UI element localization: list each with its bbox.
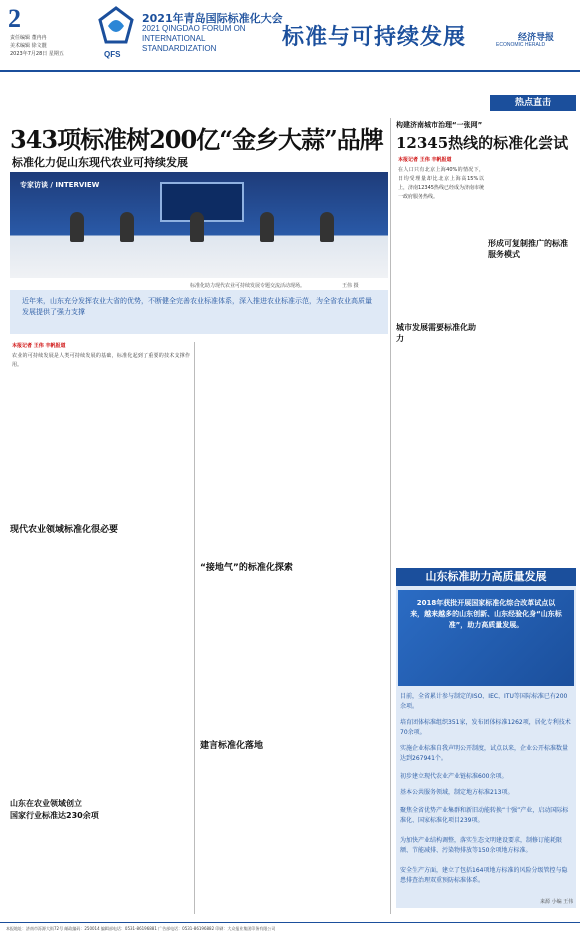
panel-item: 为加快产业结构调整，落实生态文明建设要求，制修订能耗限额、节能减排、污染物排放等150余项地方标准。 bbox=[400, 837, 563, 854]
photo-credit: 王伟 摄 bbox=[342, 283, 359, 289]
column-divider bbox=[194, 342, 195, 914]
column-divider bbox=[390, 118, 391, 914]
masthead-rule bbox=[0, 70, 580, 72]
panel-item: 培育团体标准组织351家，发布团体标准1262项，居化专利技术70余项。 bbox=[400, 719, 571, 736]
panel-item: 基本公共服务领域，制定地方标准213项。 bbox=[400, 789, 514, 796]
right-subhead: 形成可复制推广的标准服务模式 bbox=[488, 239, 568, 259]
sub-headline: 国家行业标准达230余项 bbox=[10, 811, 99, 820]
panel-image-text: 2018年获批开展国家标准化综合改革试点以来，越来越多的山东创新、山东经验化身“山东标准”，助力高质量发展。 bbox=[410, 599, 562, 629]
news-photo bbox=[10, 172, 388, 278]
lead-text: 近年来，山东充分发挥农业大省的优势，不断健全完善农业标准体系，深入推进农业标准示范，为全省农业高质量发展提供了强力支撑 bbox=[22, 297, 372, 316]
conference-title-cn: 2021年青岛国际标准化大会 bbox=[142, 12, 283, 25]
main-body-snippet: 农业的可持续发展是人类可持续发展的基础，标准化起到了重要的技术支撑作用。 bbox=[12, 353, 190, 368]
right-headline: 12345热线的标准化尝试 bbox=[396, 134, 569, 152]
page-number: 2 bbox=[8, 4, 21, 33]
right-subhead: 城市发展需要标准化助力 bbox=[396, 323, 476, 343]
sub-headline: “接地气”的标准化探索 bbox=[200, 563, 293, 573]
panel-title: 山东标准助力高质量发展 bbox=[396, 568, 576, 586]
sub-headline: 山东在农业领域创立 bbox=[10, 799, 82, 808]
panel-item: 安全生产方面，建立了包括164项地方标准的风险分级管控与隐患排查治理双重预防标准体系。 bbox=[400, 867, 568, 884]
panel-item: 目前，全省累计参与制定的ISO、IEC、ITU等国际标准已有200余项。 bbox=[400, 693, 568, 710]
main-subheadline: 标准化力促山东现代农业可持续发展 bbox=[12, 156, 188, 169]
right-kicker: 构建济南城市治理“一张网” bbox=[396, 121, 483, 129]
speaker-figure bbox=[260, 212, 274, 242]
issue-meta bbox=[10, 34, 90, 58]
speaker-figure bbox=[320, 212, 334, 242]
footer: 本报地址：济南市泺源大街72号 邮政编码：250014 编辑部电话：0531-86196881 广告部电话：0531-86196882 印刷：大众报业集团印务有限公司 bbox=[0, 922, 580, 936]
meta-line: 美术编辑 徐文靓 bbox=[10, 43, 47, 49]
speaker-figure bbox=[70, 212, 84, 242]
right-byline: 本报记者 王伟 丰帆报道 bbox=[398, 157, 452, 163]
meta-line: 责任编辑 董冉冉 bbox=[10, 35, 47, 41]
photo-caption: 标准化助力现代农业可持续发展专题交流活动现场。 bbox=[190, 283, 306, 289]
panel-item: 初步建立现代农业产业链标准600余项。 bbox=[400, 773, 508, 780]
speaker-figure bbox=[190, 212, 204, 242]
photo-banner: 专家访谈 / INTERVIEW bbox=[20, 181, 100, 189]
panel-item: 实施企业标准自我声明公开制度，试点以来，企业公开标准数量达到267941个。 bbox=[400, 745, 569, 762]
main-headline: 343项标准树200亿“金乡大蒜”品牌 bbox=[10, 125, 383, 154]
sub-headline: 现代农业领域标准化很必要 bbox=[10, 525, 119, 535]
conference-logo-icon bbox=[96, 6, 136, 48]
right-body-snippet: 在人口只有北京上海40%的情况下，日均受理量却比北京上海高15%以上，济南12345热线已经成为济南市统一政府服务热线。 bbox=[398, 167, 484, 200]
newspaper-name: 经济导报 bbox=[518, 33, 555, 43]
newspaper-name-en: ECONOMIC HERALD bbox=[496, 42, 546, 48]
panel-credit: 来源 小编 王伟 bbox=[540, 899, 574, 905]
logo-text: QFS bbox=[104, 50, 121, 59]
section-title: 标准与可持续发展 bbox=[282, 25, 467, 50]
meta-line: 2023年7月28日 星期五 bbox=[10, 51, 64, 57]
conference-title-en: 2021 QINGDAO FORUM ON INTERNATIONAL STANDARDIZATION bbox=[142, 24, 246, 53]
sub-headline: 建言标准化落地 bbox=[200, 741, 264, 751]
main-byline: 本报记者 王伟 丰帆报道 bbox=[12, 343, 66, 349]
hot-news-tag: 热点直击 bbox=[490, 95, 576, 111]
panel-item: 聚焦全省优势产业集群和新旧动能转换“十强”产业，启动国际标准化、国家标准化项目239项。 bbox=[400, 807, 569, 824]
speaker-figure bbox=[120, 212, 134, 242]
